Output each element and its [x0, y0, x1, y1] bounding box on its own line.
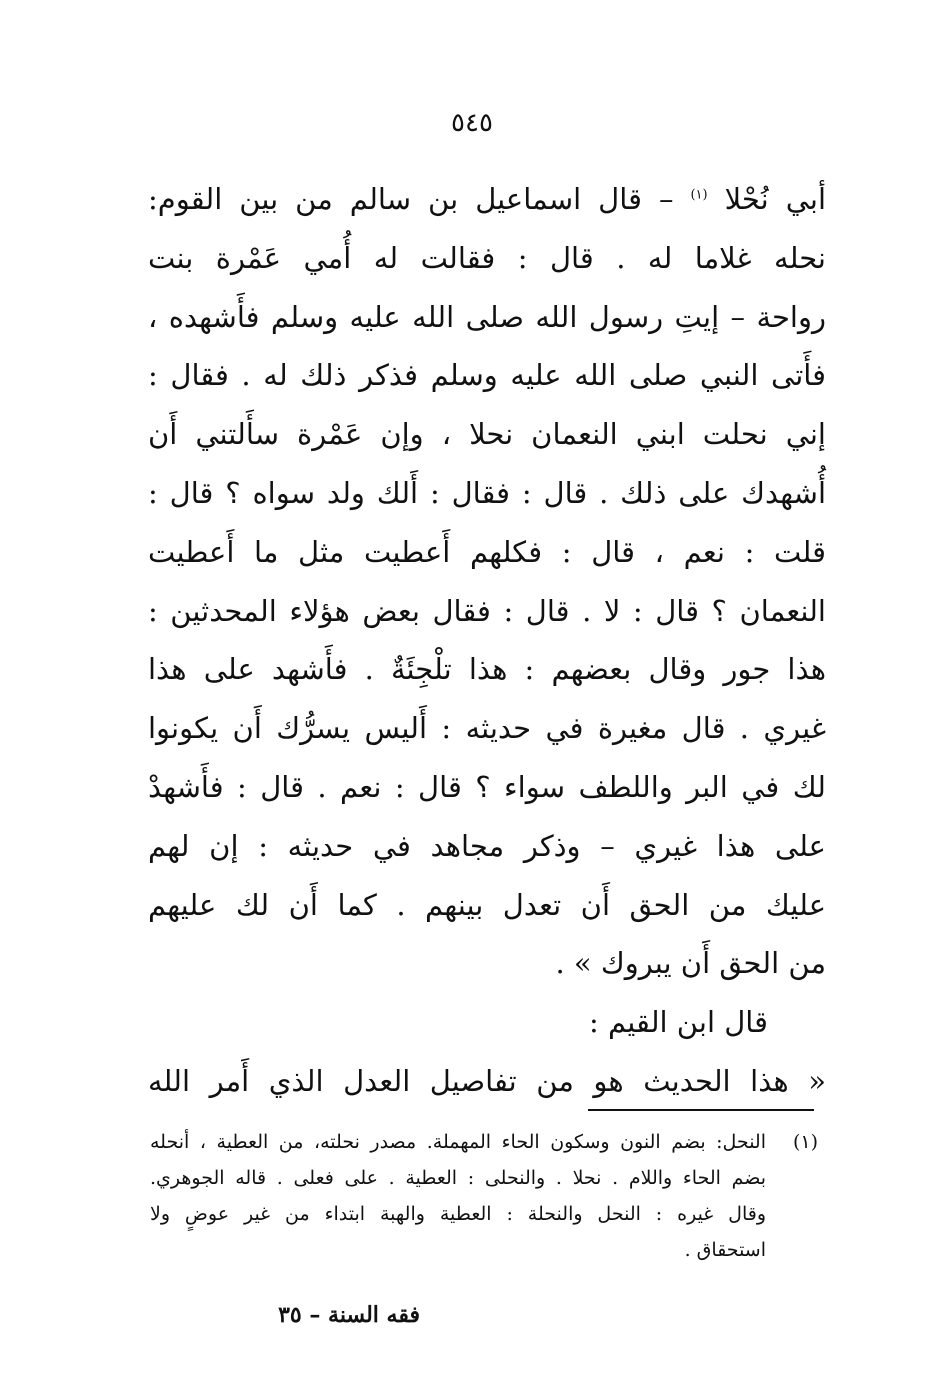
text-line: على هذا غيري – وذكر مجاهد في حديثه : إن لهم — [148, 828, 826, 863]
text-segment: أبي نُحْلا — [724, 182, 827, 216]
text-line: عليك من الحق أَن تعدل بينهم . كما أَن لك عليهم — [148, 887, 826, 922]
footnote-line: بضم الحاء واللام . نحلا . والنحلى : العطية . على فعلى . قاله الجوهري. — [150, 1167, 766, 1189]
book-signature: فقه السنة – ٣٥ — [278, 1302, 420, 1328]
text-line: رواحة – إيتِ رسول الله صلى الله عليه وسلم فأَشهده ، — [148, 299, 826, 334]
text-line: إني نحلت ابني النعمان نحلا ، وإن عَمْرة سأَلتني أَن — [148, 417, 826, 452]
text-line: « هذا الحديث هو من تفاصيل العدل الذي أَمر الله — [148, 1063, 826, 1098]
footnote-marker: (١) — [690, 187, 708, 203]
footnote-line: استحقاق . — [684, 1239, 766, 1261]
text-line: غيري . قال مغيرة في حديثه : أَليس يسرُّك أَن يكونوا — [148, 711, 826, 746]
text-line: نحله غلاما له . قال : فقالت له أُمي عَمْرة بنت — [148, 240, 826, 275]
footnote-line: وقال غيره : النحل والنحلة : العطية والهبة ابتداء من غير عوضٍ ولا — [150, 1203, 766, 1225]
footnote-line — [150, 1124, 818, 1160]
main-text — [148, 170, 826, 1111]
text-line: أُشهدك على ذلك . قال : فقال : أَلك ولد سواه ؟ قال : — [148, 475, 826, 510]
footnote-divider — [588, 1109, 814, 1111]
footnotes — [150, 1124, 818, 1268]
footnote-text: النحل: بضم النون وسكون الحاء المهملة. مصدر نحلته، من العطية ، أنحله — [150, 1131, 766, 1153]
page-number: ٥٤٥ — [451, 108, 493, 138]
text-segment: – قال اسماعيل بن سالم من بين القوم: — [148, 182, 674, 216]
text-line: من الحق أَن يبروك » . — [555, 946, 826, 981]
text-line: لك في البر واللطف سواء ؟ قال : نعم . قال : فأَشهدْ — [148, 769, 826, 804]
text-line: فأَتى النبي صلى الله عليه وسلم فذكر ذلك له . فقال : — [148, 358, 826, 393]
text-line: قال ابن القيم : — [588, 1005, 768, 1040]
text-line: هذا جور وقال بعضهم : هذا تلْجِئَةٌ . فأَشهد على هذا — [148, 652, 826, 687]
text-line — [148, 170, 826, 229]
text-line: النعمان ؟ قال : لا . قال : فقال بعض هؤلاء المحدثين : — [148, 593, 826, 628]
text-line: قلت : نعم ، قال : فكلهم أَعطيت مثل ما أَعطيت — [148, 534, 826, 569]
footnote-number: (١) — [792, 1131, 818, 1153]
